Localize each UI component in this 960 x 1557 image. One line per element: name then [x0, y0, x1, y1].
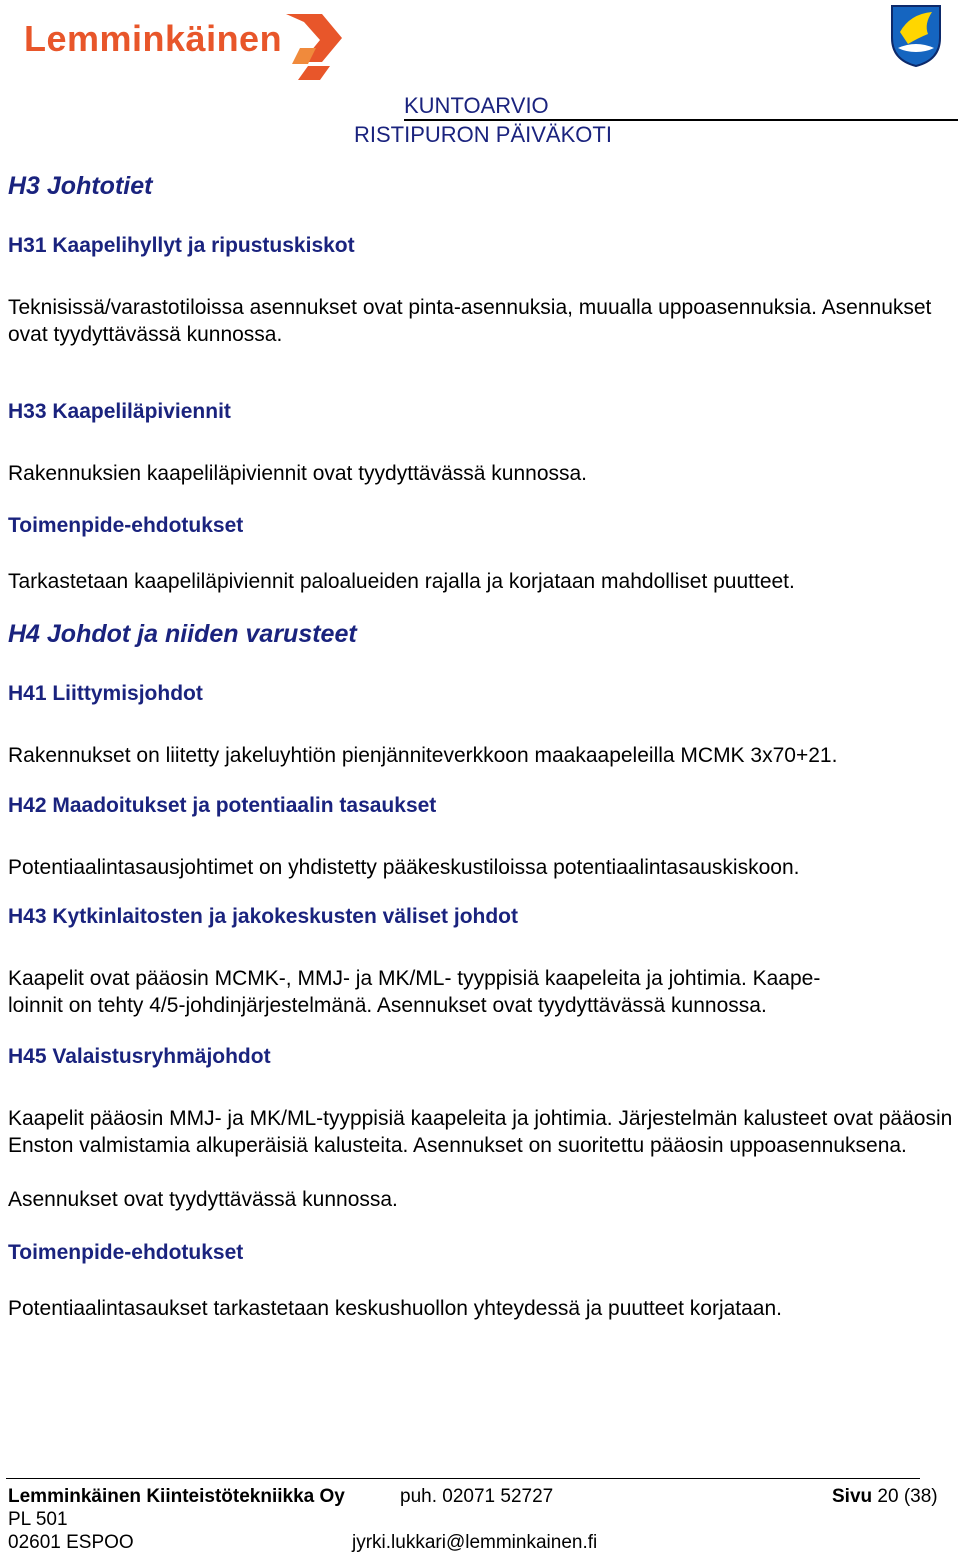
section-h43-text-2: loinnit on tehty 4/5-johdinjärjestelmänä. Asennukset ovat tyydyttävässä kunnossa. — [8, 994, 767, 1017]
section-h45-text-1: Kaapelit pääosin MMJ- ja MK/ML-tyyppisiä kaapeleita ja johtimia. Järjestelmän kalusteet ovat pääosin Enston valmistamia alkuperäisiä kalusteita. Asennukset on suoritettu pääosin uppoasennuksena. — [8, 1107, 953, 1157]
section-h45-text-2: Asennukset ovat tyydyttävässä kunnossa. — [8, 1188, 398, 1211]
footer-company: Lemminkäinen Kiinteistötekniikka Oy — [8, 1486, 345, 1507]
section-h41-text: Rakennukset on liitetty jakeluyhtiön pienjänniteverkkoon maakaapeleilla MCMK 3x70+21. — [8, 744, 838, 767]
header-divider — [404, 119, 958, 121]
section-h42-heading: H42 Maadoitukset ja potentiaalin tasaukset — [8, 794, 437, 817]
footer-phone: puh. 02071 52727 — [400, 1486, 554, 1507]
section-h43-heading: H43 Kytkinlaitosten ja jakokeskusten väliset johdot — [8, 905, 518, 928]
footer-page-value: 20 (38) — [877, 1486, 938, 1507]
section-h31-heading: H31 Kaapelihyllyt ja ripustuskiskot — [8, 234, 355, 257]
section-h45-heading: H45 Valaistusryhmäjohdot — [8, 1045, 271, 1068]
municipal-crest-icon — [888, 4, 944, 68]
footer-divider — [6, 1478, 920, 1479]
company-logo-icon — [282, 8, 350, 84]
footer-postal: 02601 ESPOO — [8, 1532, 134, 1553]
footer-page-number — [832, 1486, 938, 1508]
section-h31-text: Teknisissä/varastotiloissa asennukset ovat pinta-asennuksia, muualla uppoasennuksia. Asennukset ovat tyydyttävässä kunnossa. — [8, 296, 932, 346]
section-h41-heading: H41 Liittymisjohdot — [8, 682, 203, 705]
footer-email[interactable]: jyrki.lukkari@lemminkainen.fi — [352, 1532, 598, 1553]
section-h33-heading: H33 Kaapeliläpiviennit — [8, 400, 231, 423]
actions-text-2: Potentiaalintasaukset tarkastetaan keskushuollon yhteydessä ja puutteet korjataan. — [8, 1297, 782, 1320]
document-title: KUNTOARVIO — [404, 93, 549, 118]
section-h33-text: Rakennuksien kaapeliläpiviennit ovat tyydyttävässä kunnossa. — [8, 462, 588, 485]
company-logo-text: Lemminkäinen — [24, 18, 283, 59]
section-h42-text: Potentiaalintasausjohtimet on yhdistetty pääkeskustiloissa potentiaalintasauskiskoon. — [8, 856, 800, 879]
section-h3-heading: H3 Johtotiet — [8, 172, 153, 200]
actions-heading-2: Toimenpide-ehdotukset — [8, 1241, 244, 1264]
section-h43-text-1: Kaapelit ovat pääosin MCMK-, MMJ- ja MK/ML- tyyppisiä kaapeleita ja johtimia. Kaape- — [8, 967, 821, 990]
document-subtitle: RISTIPURON PÄIVÄKOTI — [354, 122, 612, 147]
section-h4-heading: H4 Johdot ja niiden varusteet — [8, 620, 357, 648]
footer-page-label: Sivu — [832, 1486, 873, 1507]
actions-heading-1: Toimenpide-ehdotukset — [8, 514, 244, 537]
actions-text-1: Tarkastetaan kaapeliläpiviennit paloalueiden rajalla ja korjataan mahdolliset puutteet. — [8, 570, 795, 593]
footer-po-box: PL 501 — [8, 1509, 68, 1530]
